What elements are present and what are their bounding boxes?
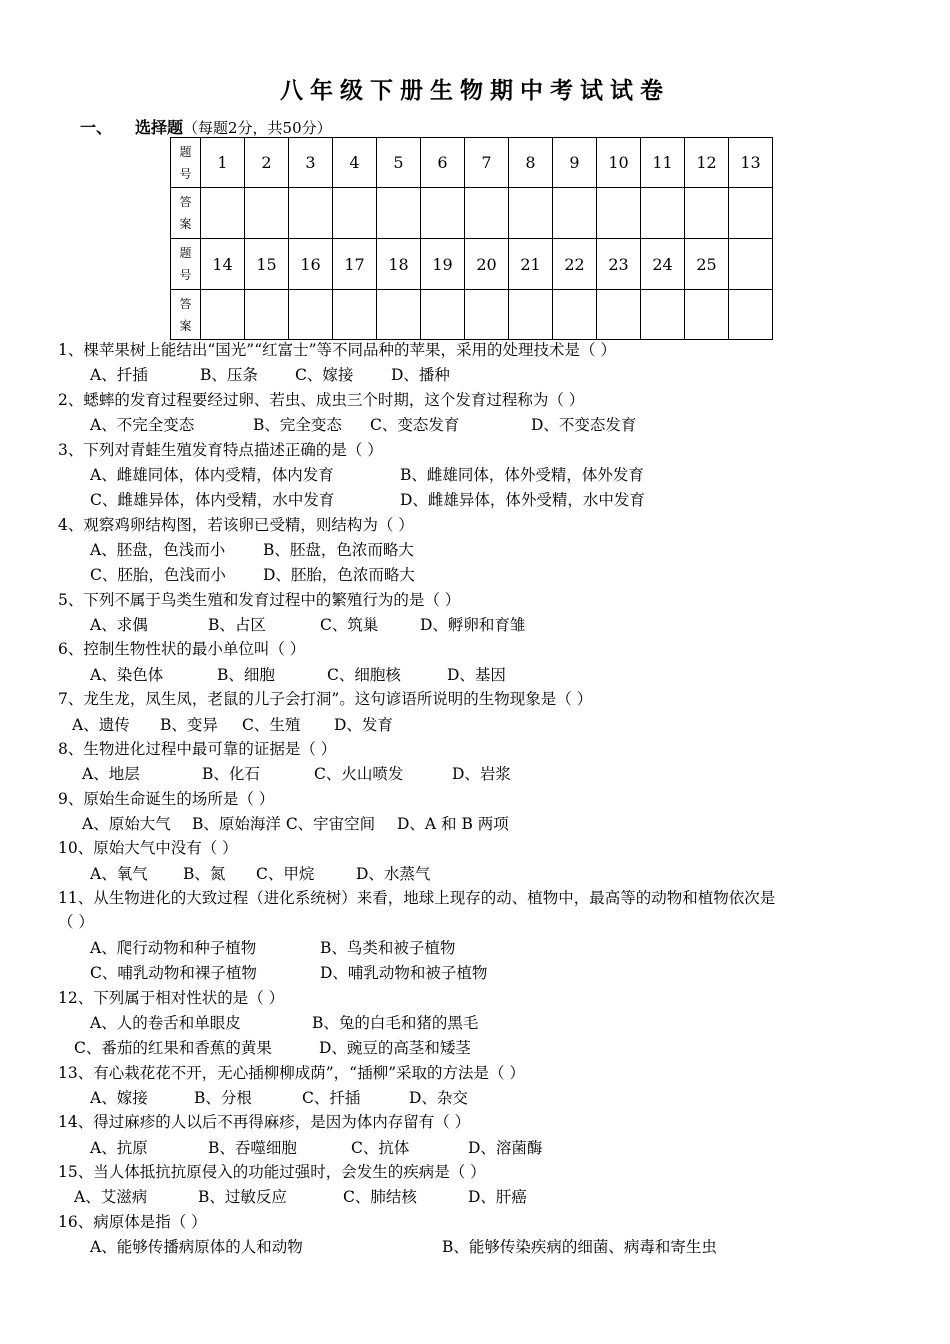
answer-option[interactable]: A、嫁接: [90, 1089, 148, 1107]
question-number-cell: 15: [245, 239, 289, 290]
answer-cell[interactable]: [597, 188, 641, 239]
question-number-cell: 22: [553, 239, 597, 290]
question-number-cell: 23: [597, 239, 641, 290]
answer-option[interactable]: D、岩浆: [452, 765, 511, 783]
answer-option[interactable]: C、筑巢: [320, 616, 379, 634]
row-label: 题 号: [171, 138, 201, 188]
option-line: [90, 1237, 717, 1257]
question-text: 1、棵苹果树上能结出“国光”“红富士”等不同品种的苹果，采用的处理技术是（ ）: [58, 341, 616, 359]
answer-option[interactable]: C、雌雄异体，体内受精，水中发育: [90, 491, 335, 509]
section-name: 选择题: [135, 118, 184, 137]
answer-option[interactable]: A、人的卷舌和单眼皮: [90, 1014, 241, 1032]
option-line: [74, 1038, 471, 1058]
answer-cell[interactable]: [289, 290, 333, 340]
question-text: 7、龙生龙，凤生凤，老鼠的儿子会打洞”。这句谚语所说明的生物现象是（ ）: [58, 690, 593, 708]
option-line: [90, 565, 415, 585]
answer-cell[interactable]: [201, 290, 245, 340]
section-note: （每题2分，共50分）: [183, 119, 332, 137]
answer-cell[interactable]: [421, 290, 465, 340]
option-line: [82, 814, 509, 834]
answer-option[interactable]: B、兔的白毛和猪的黑毛: [312, 1014, 479, 1032]
answer-option[interactable]: B、完全变态: [253, 416, 342, 434]
question-number-cell: 12: [685, 138, 729, 188]
question-text: 10、原始大气中没有（ ）: [58, 839, 238, 857]
number-row: [171, 239, 773, 290]
question-number-cell: 5: [377, 138, 421, 188]
option-line: [74, 1187, 527, 1207]
question-number-cell: 9: [553, 138, 597, 188]
answer-option[interactable]: A、抗原: [90, 1139, 148, 1157]
answer-option[interactable]: B、雌雄同体，体外受精，体外发育: [400, 466, 644, 484]
question-number-cell: 21: [509, 239, 553, 290]
answer-option[interactable]: A、求偶: [90, 616, 148, 634]
answer-option[interactable]: D、播种: [391, 366, 450, 384]
option-line: [90, 1013, 478, 1033]
question-text: 3、下列对青蛙生殖发育特点描述正确的是（ ）: [58, 441, 383, 459]
question-text: 9、原始生命诞生的场所是（ ）: [58, 790, 275, 808]
number-row: [171, 138, 773, 188]
answer-option[interactable]: A、艾滋病: [74, 1188, 148, 1206]
question-number-cell: 6: [421, 138, 465, 188]
answer-cell[interactable]: [685, 188, 729, 239]
row-label: 题 号: [171, 239, 201, 290]
answer-option[interactable]: B、变异: [160, 716, 218, 734]
answer-option[interactable]: B、氮: [183, 865, 226, 883]
row-label: 答 案: [171, 290, 201, 340]
question-number-cell: 16: [289, 239, 333, 290]
option-line: [72, 715, 393, 735]
option-line: [90, 540, 414, 560]
answer-option[interactable]: D、水蒸气: [356, 865, 431, 883]
answer-option[interactable]: D、肝癌: [468, 1188, 527, 1206]
option-line: [90, 963, 487, 983]
section-heading: [80, 115, 332, 138]
answer-option[interactable]: B、分根: [194, 1089, 252, 1107]
option-line: [90, 465, 644, 485]
answer-option[interactable]: A、原始大气: [82, 815, 171, 833]
question-text: 4、观察鸡卵结构图，若该卵已受精，则结构为（ ）: [58, 516, 414, 534]
answer-row: [171, 290, 773, 340]
question-number-cell: 19: [421, 239, 465, 290]
answer-option[interactable]: A、扦插: [90, 366, 148, 384]
answer-option[interactable]: A、遗传: [72, 716, 130, 734]
answer-option[interactable]: C、哺乳动物和裸子植物: [90, 964, 257, 982]
question-text: 16、病原体是指（ ）: [58, 1213, 207, 1231]
answer-cell[interactable]: [729, 290, 773, 340]
answer-cell[interactable]: [245, 290, 289, 340]
answer-option[interactable]: B、占区: [208, 616, 266, 634]
answer-cell[interactable]: [333, 188, 377, 239]
option-line: [90, 665, 506, 685]
question-text: 11、从生物进化的大致过程（进化系统树）来看，地球上现存的动、植物中，最高等的动物和植物依次是: [58, 889, 776, 907]
answer-option[interactable]: B、原始海洋 C、宇宙空间: [192, 815, 376, 833]
answer-option[interactable]: B、胚盘，色浓而略大: [263, 541, 414, 559]
answer-cell[interactable]: [333, 290, 377, 340]
section-number: 一、: [80, 118, 113, 137]
answer-option[interactable]: D、杂交: [409, 1089, 468, 1107]
answer-cell[interactable]: [509, 188, 553, 239]
answer-option[interactable]: D、哺乳动物和被子植物: [320, 964, 488, 982]
question-text: 6、控制生物性状的最小单位叫（ ）: [58, 640, 306, 658]
answer-option[interactable]: A、染色体: [90, 666, 164, 684]
question-number-cell: 10: [597, 138, 641, 188]
question-number-cell: 2: [245, 138, 289, 188]
answer-option[interactable]: D、A 和 B 两项: [397, 815, 509, 833]
option-line: [90, 615, 525, 635]
answer-cell[interactable]: [377, 290, 421, 340]
answer-option[interactable]: D、雌雄异体，体外受精，水中发育: [400, 491, 645, 509]
question-text: 2、蟋蟀的发育过程要经过卵、若虫、成虫三个时期，这个发育过程称为（ ）: [58, 391, 585, 409]
answer-cell[interactable]: [553, 290, 597, 340]
question-text: 13、有心栽花花不开，无心插柳柳成荫”，“插柳”采取的方法是（ ）: [58, 1064, 525, 1082]
answer-cell[interactable]: [641, 290, 685, 340]
answer-option[interactable]: B、化石: [202, 765, 260, 783]
option-line: [90, 415, 636, 435]
answer-cell[interactable]: [685, 290, 729, 340]
question-number-cell: 25: [685, 239, 729, 290]
option-line: [90, 1088, 468, 1108]
option-line: [90, 490, 645, 510]
answer-row: [171, 188, 773, 239]
answer-cell[interactable]: [509, 290, 553, 340]
answer-option[interactable]: D、孵卵和育雏: [420, 616, 526, 634]
answer-option[interactable]: D、基因: [447, 666, 506, 684]
answer-option[interactable]: D、发育: [334, 716, 393, 734]
question-number-cell: 11: [641, 138, 685, 188]
answer-cell[interactable]: [641, 188, 685, 239]
answer-option[interactable]: D、不变态发育: [531, 416, 637, 434]
answer-cell[interactable]: [729, 188, 773, 239]
option-line: [90, 365, 450, 385]
answer-option[interactable]: B、鸟类和被子植物: [320, 939, 456, 957]
answer-option[interactable]: B、压条: [200, 366, 258, 384]
question-number-cell: 20: [465, 239, 509, 290]
answer-cell[interactable]: [465, 188, 509, 239]
question-text: 5、下列不属于鸟类生殖和发育过程中的繁殖行为的是（ ）: [58, 591, 461, 609]
question-number-cell: 4: [333, 138, 377, 188]
answer-option[interactable]: C、生殖: [242, 716, 301, 734]
option-line: [90, 938, 455, 958]
question-text: 14、得过麻疹的人以后不再得麻疹，是因为体内存留有（ ）: [58, 1113, 471, 1131]
question-text-continued: （ ）: [58, 913, 94, 931]
page-title: 八年级下册生物期中考试试卷: [280, 77, 670, 104]
question-number-cell: 24: [641, 239, 685, 290]
answer-option[interactable]: A、不完全变态: [90, 416, 195, 434]
answer-option[interactable]: B、能够传染疾病的细菌、病毒和寄生虫: [442, 1238, 717, 1256]
answer-cell[interactable]: [201, 188, 245, 239]
question-number-cell: 7: [465, 138, 509, 188]
question-number-cell: 8: [509, 138, 553, 188]
question-text: 15、当人体抵抗抗原侵入的功能过强时，会发生的疾病是（ ）: [58, 1163, 486, 1181]
row-label: 答 案: [171, 188, 201, 239]
answer-cell[interactable]: [289, 188, 333, 239]
question-number-cell: 17: [333, 239, 377, 290]
question-text: 12、下列属于相对性状的是（ ）: [58, 989, 285, 1007]
answer-cell[interactable]: [465, 290, 509, 340]
answer-option[interactable]: C、变态发育: [370, 416, 460, 434]
question-number-cell: 18: [377, 239, 421, 290]
answer-option[interactable]: C、火山喷发: [314, 765, 404, 783]
answer-option[interactable]: A、地层: [82, 765, 140, 783]
question-number-cell: [729, 239, 773, 290]
answer-option[interactable]: A、雌雄同体，体内受精，体内发育: [90, 466, 334, 484]
answer-option[interactable]: C、细胞核: [327, 666, 401, 684]
answer-table: [170, 137, 773, 340]
question-text: 8、生物进化过程中最可靠的证据是（ ）: [58, 740, 337, 758]
question-number-cell: 1: [201, 138, 245, 188]
answer-option[interactable]: C、肺结核: [343, 1188, 417, 1206]
answer-option[interactable]: B、细胞: [217, 666, 275, 684]
answer-cell[interactable]: [553, 188, 597, 239]
option-line: [90, 864, 430, 884]
answer-option[interactable]: D、胚胎，色浓而略大: [263, 566, 415, 584]
question-number-cell: 13: [729, 138, 773, 188]
answer-cell[interactable]: [377, 188, 421, 239]
option-line: [90, 1138, 542, 1158]
question-number-cell: 3: [289, 138, 333, 188]
answer-option[interactable]: D、溶菌酶: [468, 1139, 543, 1157]
answer-cell[interactable]: [597, 290, 641, 340]
answer-option[interactable]: C、扦插: [302, 1089, 361, 1107]
answer-option[interactable]: A、爬行动物和种子植物: [90, 939, 257, 957]
answer-cell[interactable]: [245, 188, 289, 239]
answer-option[interactable]: C、番茄的红果和香蕉的黄果: [74, 1039, 272, 1057]
answer-option[interactable]: C、甲烷: [256, 865, 315, 883]
answer-option[interactable]: A、氧气: [90, 865, 148, 883]
answer-option[interactable]: C、胚胎，色浅而小: [90, 566, 226, 584]
answer-option[interactable]: D、豌豆的高茎和矮茎: [319, 1039, 471, 1057]
question-number-cell: 14: [201, 239, 245, 290]
answer-cell[interactable]: [421, 188, 465, 239]
answer-option[interactable]: C、抗体: [351, 1139, 410, 1157]
answer-option[interactable]: A、能够传播病原体的人和动物: [90, 1238, 303, 1256]
answer-option[interactable]: C、嫁接: [295, 366, 354, 384]
answer-option[interactable]: B、过敏反应: [198, 1188, 287, 1206]
answer-option[interactable]: A、胚盘，色浅而小: [90, 541, 226, 559]
option-line: [82, 764, 511, 784]
answer-option[interactable]: B、吞噬细胞: [208, 1139, 297, 1157]
